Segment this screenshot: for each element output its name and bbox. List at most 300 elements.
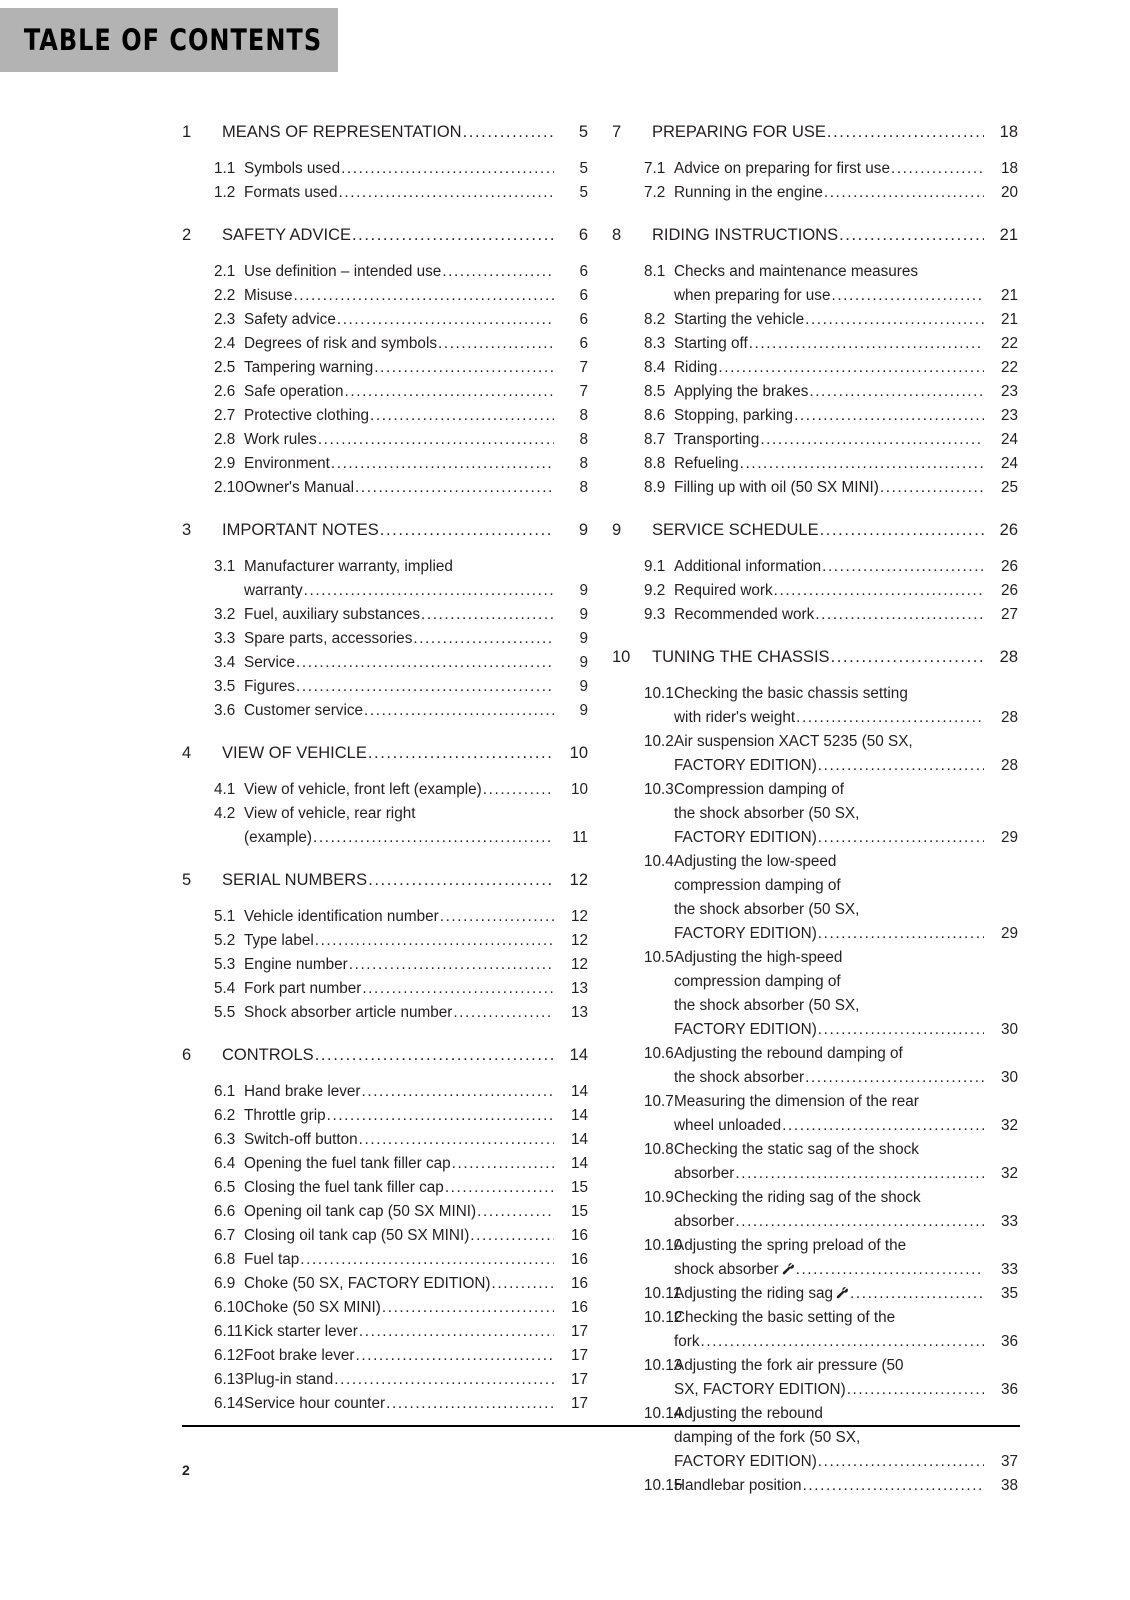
toc-entry-page: 5 [578, 123, 588, 141]
toc-entry-title: VIEW OF VEHICLE [222, 744, 367, 762]
toc-entry-number: 3.1 [214, 558, 236, 575]
toc-entry-line [222, 223, 588, 248]
toc-entry-body [652, 223, 1018, 248]
toc-entry-number: 1.1 [214, 160, 236, 177]
toc-entry-number: 8.9 [644, 479, 666, 496]
toc-dot-leader [315, 1043, 554, 1068]
toc-entry-line [244, 977, 588, 1001]
toc-entry-page: 30 [1000, 1021, 1018, 1038]
toc-dot-leader [442, 260, 554, 284]
toc-entry-page: 16 [570, 1227, 588, 1244]
toc-entry-line [674, 1282, 1018, 1306]
toc-entry[interactable] [182, 555, 588, 603]
toc-dot-leader [749, 332, 984, 356]
toc-dot-leader [818, 922, 984, 946]
toc-entry-number: 9.2 [644, 582, 666, 599]
toc-entry-line [244, 905, 588, 929]
toc-entry-line [244, 308, 588, 332]
toc-entry-number: 6.9 [214, 1275, 236, 1292]
toc-entry-body [674, 476, 1018, 500]
toc-entry[interactable] [182, 260, 588, 284]
toc-entry[interactable] [182, 1043, 588, 1068]
toc-entry[interactable] [182, 1296, 588, 1320]
toc-entry-body [674, 332, 1018, 356]
toc-entry[interactable] [612, 946, 1018, 1042]
toc-entry[interactable] [612, 404, 1018, 428]
toc-entry-title: Plug-in stand [244, 1371, 334, 1388]
toc-entry[interactable] [612, 1474, 1018, 1498]
toc-entry[interactable] [182, 1001, 588, 1025]
toc-entry-number: 8.7 [644, 431, 666, 448]
toc-entry[interactable] [182, 1128, 588, 1152]
toc-entry-number: 5.5 [214, 1004, 236, 1021]
toc-entry-number: 6.5 [214, 1179, 236, 1196]
toc-entry-number: 3.2 [214, 606, 236, 623]
toc-entry-page: 23 [1000, 407, 1018, 424]
toc-entry-number: 10.6 [644, 1045, 674, 1062]
toc-entry-title: Compression damping of [674, 781, 845, 798]
toc-dot-leader [296, 651, 554, 675]
toc-dot-leader [470, 1224, 554, 1248]
toc-dot-leader [337, 308, 554, 332]
toc-entry-page: 10 [570, 781, 588, 798]
toc-entry[interactable] [182, 223, 588, 248]
toc-entry[interactable] [612, 1306, 1018, 1354]
toc-entry-title: shock absorber [674, 1261, 779, 1278]
toc-entry[interactable] [612, 380, 1018, 404]
toc-entry[interactable] [182, 868, 588, 893]
toc-entry-body [652, 120, 1018, 145]
toc-entry-number: 10 [612, 648, 631, 666]
toc-dot-leader [818, 1018, 984, 1042]
toc-entry[interactable] [182, 802, 588, 850]
toc-entry[interactable] [182, 651, 588, 675]
toc-entry-title: Degrees of risk and symbols [244, 335, 437, 352]
toc-entry-line [674, 754, 1018, 778]
toc-entry[interactable] [612, 1090, 1018, 1138]
toc-dot-leader [805, 308, 984, 332]
toc-entry-title: Type label [244, 932, 314, 949]
toc-entry-number: 6.2 [214, 1107, 236, 1124]
toc-entry-title: View of vehicle, rear right [244, 805, 416, 822]
toc-entry-page: 29 [1000, 829, 1018, 846]
toc-entry-page: 35 [1000, 1285, 1018, 1302]
toc-entry-page: 26 [1000, 558, 1018, 575]
toc-entry-line [674, 1114, 1018, 1138]
toc-dot-leader [440, 905, 554, 929]
toc-entry-number: 10.10 [644, 1237, 683, 1254]
toc-entry[interactable] [182, 1080, 588, 1104]
toc-entry[interactable] [182, 157, 588, 181]
toc-entry-line [674, 579, 1018, 603]
toc-dot-leader [355, 476, 554, 500]
toc-dot-leader [774, 579, 984, 603]
toc-entry-number: 3 [182, 521, 192, 539]
toc-dot-leader [359, 1128, 554, 1152]
toc-entry[interactable] [612, 356, 1018, 380]
toc-entry-title: Throttle grip [244, 1107, 326, 1124]
toc-entry-line [244, 627, 588, 651]
toc-entry-body [674, 308, 1018, 332]
toc-entry-body [674, 946, 1018, 1042]
toc-entry[interactable] [612, 1282, 1018, 1306]
toc-entry[interactable] [612, 308, 1018, 332]
toc-entry-line [244, 1344, 588, 1368]
toc-entry-body [244, 1224, 588, 1248]
toc-entry-title: Symbols used [244, 160, 341, 177]
toc-entry-line [674, 332, 1018, 356]
toc-entry-body [674, 730, 1018, 778]
toc-entry[interactable] [182, 518, 588, 543]
toc-entry-title: Fuel, auxiliary substances [244, 606, 420, 623]
toc-entry-title: Applying the brakes [674, 383, 809, 400]
toc-entry-title: Customer service [244, 702, 364, 719]
toc-entry[interactable] [182, 603, 588, 627]
toc-entry-body [222, 518, 588, 543]
toc-dot-leader [362, 977, 554, 1001]
toc-entry-line [674, 157, 1018, 181]
toc-entry-body [244, 476, 588, 500]
toc-entry-body [244, 1392, 588, 1416]
toc-entry-page: 21 [999, 226, 1018, 244]
toc-entry-number: 8.5 [644, 383, 666, 400]
toc-entry-body [222, 223, 588, 248]
toc-entry[interactable] [182, 181, 588, 205]
toc-entry-title: the shock absorber [674, 1069, 805, 1086]
toc-entry[interactable] [182, 1248, 588, 1272]
toc-entry-line [244, 452, 588, 476]
toc-entry[interactable] [182, 627, 588, 651]
toc-entry-body [222, 1043, 588, 1068]
toc-entry[interactable] [182, 284, 588, 308]
toc-entry-body [244, 260, 588, 284]
toc-entry-page: 18 [1000, 160, 1018, 177]
toc-entry-title: Switch-off button [244, 1131, 358, 1148]
toc-entry-body [244, 929, 588, 953]
toc-entry-number: 2.10 [214, 479, 244, 496]
toc-entry-title: Service [244, 654, 296, 671]
toc-entry-title: Running in the engine [674, 184, 823, 201]
toc-dot-leader [362, 1080, 555, 1104]
toc-entry-page: 12 [570, 932, 588, 949]
toc-entry-number: 10.9 [644, 1189, 674, 1206]
toc-entry[interactable] [612, 850, 1018, 946]
toc-dot-leader [386, 1392, 554, 1416]
toc-entry-line [674, 1090, 1018, 1114]
toc-entry[interactable] [182, 476, 588, 500]
toc-entry-title: FACTORY EDITION) [674, 757, 817, 774]
toc-entry-number: 8.3 [644, 335, 666, 352]
toc-entry[interactable] [612, 682, 1018, 730]
toc-entry[interactable] [182, 778, 588, 802]
toc-entry-number: 6.11 [214, 1323, 243, 1340]
toc-entry-number: 10.12 [644, 1309, 683, 1326]
toc-entry[interactable] [612, 1354, 1018, 1402]
toc-entry-number: 4.2 [214, 805, 236, 822]
toc-entry-body [244, 1152, 588, 1176]
toc-entry-number: 10.11 [644, 1285, 682, 1302]
toc-entry[interactable] [612, 518, 1018, 543]
toc-entry-number: 2.6 [214, 383, 236, 400]
toc-entry[interactable] [612, 603, 1018, 627]
toc-entry-page: 30 [1000, 1069, 1018, 1086]
toc-dot-leader [356, 1344, 554, 1368]
toc-dot-leader [345, 380, 554, 404]
toc-entry[interactable] [182, 1272, 588, 1296]
toc-entry[interactable] [182, 1320, 588, 1344]
toc-entry-line [674, 555, 1018, 579]
toc-entry[interactable] [612, 579, 1018, 603]
toc-entry[interactable] [182, 308, 588, 332]
toc-entry-line [674, 380, 1018, 404]
toc-entry-line [674, 284, 1018, 308]
toc-entry-number: 6.13 [214, 1371, 244, 1388]
toc-entry-title: SERVICE SCHEDULE [652, 521, 819, 539]
toc-dot-leader [818, 826, 984, 850]
toc-entry-page: 22 [1000, 359, 1018, 376]
toc-entry-page: 28 [1000, 757, 1018, 774]
toc-entry-title: (example) [244, 829, 313, 846]
toc-entry[interactable] [182, 953, 588, 977]
toc-entry-body [674, 1282, 1018, 1306]
toc-entry[interactable] [182, 741, 588, 766]
toc-entry-number: 10.13 [644, 1357, 683, 1374]
toc-entry-body [244, 1200, 588, 1224]
toc-entry-number: 5.1 [214, 908, 236, 925]
toc-entry[interactable] [612, 332, 1018, 356]
toc-entry[interactable] [612, 1402, 1018, 1474]
toc-entry[interactable] [612, 120, 1018, 145]
toc-entry-line [244, 579, 588, 603]
toc-dot-leader [364, 699, 554, 723]
toc-entry-body [674, 850, 1018, 946]
toc-entry-body [244, 627, 588, 651]
toc-entry-title: Required work [674, 582, 773, 599]
toc-entry-title: Choke (50 SX MINI) [244, 1299, 381, 1316]
toc-entry-title: Safe operation [244, 383, 344, 400]
toc-entry-number: 9.3 [644, 606, 666, 623]
toc-entry[interactable] [182, 332, 588, 356]
toc-entry-page: 28 [999, 648, 1018, 666]
toc-entry-number: 8.6 [644, 407, 666, 424]
toc-entry[interactable] [612, 181, 1018, 205]
toc-entry[interactable] [612, 260, 1018, 308]
toc-entry-number: 6.3 [214, 1131, 236, 1148]
toc-entry-line [674, 1042, 1018, 1066]
toc-entry-number: 5.2 [214, 932, 236, 949]
toc-dot-leader [349, 953, 554, 977]
toc-entry[interactable] [612, 645, 1018, 670]
toc-entry-title: Tampering warning [244, 359, 374, 376]
toc-entry-line [674, 946, 1018, 970]
toc-entry[interactable] [182, 120, 588, 145]
toc-entry-body [674, 260, 1018, 308]
toc-entry-line [652, 120, 1018, 145]
toc-entry[interactable] [182, 428, 588, 452]
toc-dot-leader [760, 428, 984, 452]
toc-entry-body [244, 1080, 588, 1104]
toc-entry[interactable] [182, 1176, 588, 1200]
toc-entry[interactable] [612, 730, 1018, 778]
toc-entry-body [674, 452, 1018, 476]
toc-dot-leader [368, 741, 554, 766]
toc-entry[interactable] [612, 223, 1018, 248]
toc-dot-leader [815, 603, 984, 627]
toc-entry-body [674, 181, 1018, 205]
toc-entry[interactable] [182, 905, 588, 929]
toc-entry-number: 10.4 [644, 853, 674, 870]
toc-entry-body [244, 555, 588, 603]
toc-entry-body [674, 1402, 1018, 1474]
toc-entry-page: 26 [999, 521, 1018, 539]
toc-entry-title: Engine number [244, 956, 348, 973]
toc-entry-number: 6.6 [214, 1203, 236, 1220]
toc-entry-title: Opening the fuel tank filler cap [244, 1155, 451, 1172]
toc-entry[interactable] [612, 1042, 1018, 1090]
toc-entry-page: 6 [579, 287, 588, 304]
toc-entry[interactable] [182, 1368, 588, 1392]
toc-entry[interactable] [182, 1104, 588, 1128]
toc-entry[interactable] [182, 1200, 588, 1224]
toc-entry-page: 12 [570, 956, 588, 973]
toc-entry-page: 9 [579, 606, 588, 623]
toc-entry-title: Protective clothing [244, 407, 369, 424]
toc-entry[interactable] [612, 1186, 1018, 1234]
toc-entry-body [244, 651, 588, 675]
toc-entry-page: 27 [1000, 606, 1018, 623]
toc-entry-title: absorber [674, 1165, 735, 1182]
toc-entry-line [674, 1186, 1018, 1210]
toc-entry-line [674, 428, 1018, 452]
toc-entry[interactable] [182, 380, 588, 404]
page-title: TABLE OF CONTENTS [23, 23, 323, 57]
toc-entry-page: 23 [1000, 383, 1018, 400]
toc-entry-title: Riding [674, 359, 718, 376]
toc-entry-line [244, 1368, 588, 1392]
toc-entry-page: 17 [570, 1323, 588, 1340]
toc-dot-leader [300, 1248, 554, 1272]
toc-entry-title: the shock absorber (50 SX, [674, 901, 860, 918]
toc-entry[interactable] [182, 1392, 588, 1416]
toc-entry[interactable] [182, 452, 588, 476]
toc-entry-page: 14 [569, 1046, 588, 1064]
toc-entry-body [244, 802, 588, 850]
toc-entry-number: 2.9 [214, 455, 236, 472]
toc-dot-leader [293, 284, 554, 308]
toc-entry-line [244, 1176, 588, 1200]
toc-entry-page: 25 [1000, 479, 1018, 496]
toc-entry-number: 10.14 [644, 1405, 683, 1422]
toc-entry[interactable] [612, 476, 1018, 500]
toc-entry-line [244, 1128, 588, 1152]
toc-entry[interactable] [612, 555, 1018, 579]
toc-entry-body [244, 452, 588, 476]
toc-entry-number: 10.5 [644, 949, 674, 966]
toc-column-right [612, 120, 1018, 1498]
toc-entry-line [674, 1210, 1018, 1234]
toc-entry[interactable] [612, 428, 1018, 452]
toc-entry-line [244, 380, 588, 404]
toc-entry-line [674, 922, 1018, 946]
toc-entry-number: 7.2 [644, 184, 666, 201]
toc-entry-body [244, 1344, 588, 1368]
toc-entry-title: Foot brake lever [244, 1347, 355, 1364]
toc-entry-title: Stopping, parking [674, 407, 794, 424]
toc-entry[interactable] [612, 1138, 1018, 1186]
toc-entry-page: 9 [579, 654, 588, 671]
toc-entry-body [674, 1474, 1018, 1498]
toc-entry-body [244, 675, 588, 699]
toc-entry-line [674, 1066, 1018, 1090]
toc-dot-leader [796, 706, 984, 730]
toc-entry-line [674, 1378, 1018, 1402]
toc-dot-leader [445, 1176, 554, 1200]
toc-entry-line [244, 157, 588, 181]
toc-entry-page: 6 [578, 226, 588, 244]
toc-entry-title: Measuring the dimension of the rear [674, 1093, 919, 1110]
toc-entry-page: 7 [579, 359, 588, 376]
toc-entry-page: 17 [570, 1395, 588, 1412]
toc-entry-number: 6 [182, 1046, 192, 1064]
toc-entry-page: 16 [570, 1299, 588, 1316]
toc-dot-leader [477, 1200, 554, 1224]
toc-entry-title: when preparing for use [674, 287, 831, 304]
toc-entry[interactable] [182, 1224, 588, 1248]
toc-entry-number: 6.10 [214, 1299, 244, 1316]
toc-entry-body [244, 1001, 588, 1025]
toc-entry[interactable] [182, 1152, 588, 1176]
toc-entry-number: 10.2 [644, 733, 674, 750]
toc-entry[interactable] [182, 356, 588, 380]
toc-entry[interactable] [612, 452, 1018, 476]
toc-entry-body [244, 1320, 588, 1344]
toc-dot-leader [318, 428, 554, 452]
toc-entry[interactable] [182, 699, 588, 723]
toc-entry-number: 6.14 [214, 1395, 244, 1412]
toc-entry-line [674, 1162, 1018, 1186]
toc-entry-body [244, 699, 588, 723]
toc-entry-number: 9 [612, 521, 622, 539]
toc-entry-body [244, 1248, 588, 1272]
toc-entry[interactable] [612, 778, 1018, 850]
toc-entry-title: Advice on preparing for first use [674, 160, 890, 177]
toc-entry-line [674, 1306, 1018, 1330]
toc-dot-leader [809, 380, 984, 404]
toc-entry-page: 5 [579, 160, 588, 177]
toc-entry[interactable] [182, 929, 588, 953]
toc-entry-title: Use definition – intended use [244, 263, 442, 280]
toc-entry-line [244, 802, 588, 826]
toc-entry[interactable] [182, 675, 588, 699]
toc-entry-title: Fuel tap [244, 1251, 300, 1268]
toc-entry[interactable] [612, 1234, 1018, 1282]
toc-entry[interactable] [182, 977, 588, 1001]
toc-entry[interactable] [612, 157, 1018, 181]
toc-entry[interactable] [182, 404, 588, 428]
toc-entry-page: 28 [1000, 709, 1018, 726]
toc-entry-body [244, 380, 588, 404]
toc-entry-title: Starting the vehicle [674, 311, 805, 328]
toc-entry-body [244, 977, 588, 1001]
toc-entry[interactable] [182, 1344, 588, 1368]
toc-entry-page: 16 [570, 1251, 588, 1268]
toc-entry-body [244, 1296, 588, 1320]
toc-entry-line [244, 476, 588, 500]
toc-entry-number: 2.4 [214, 335, 236, 352]
toc-entry-line [674, 778, 1018, 802]
toc-entry-body [652, 645, 1018, 670]
toc-entry-page: 6 [579, 335, 588, 352]
